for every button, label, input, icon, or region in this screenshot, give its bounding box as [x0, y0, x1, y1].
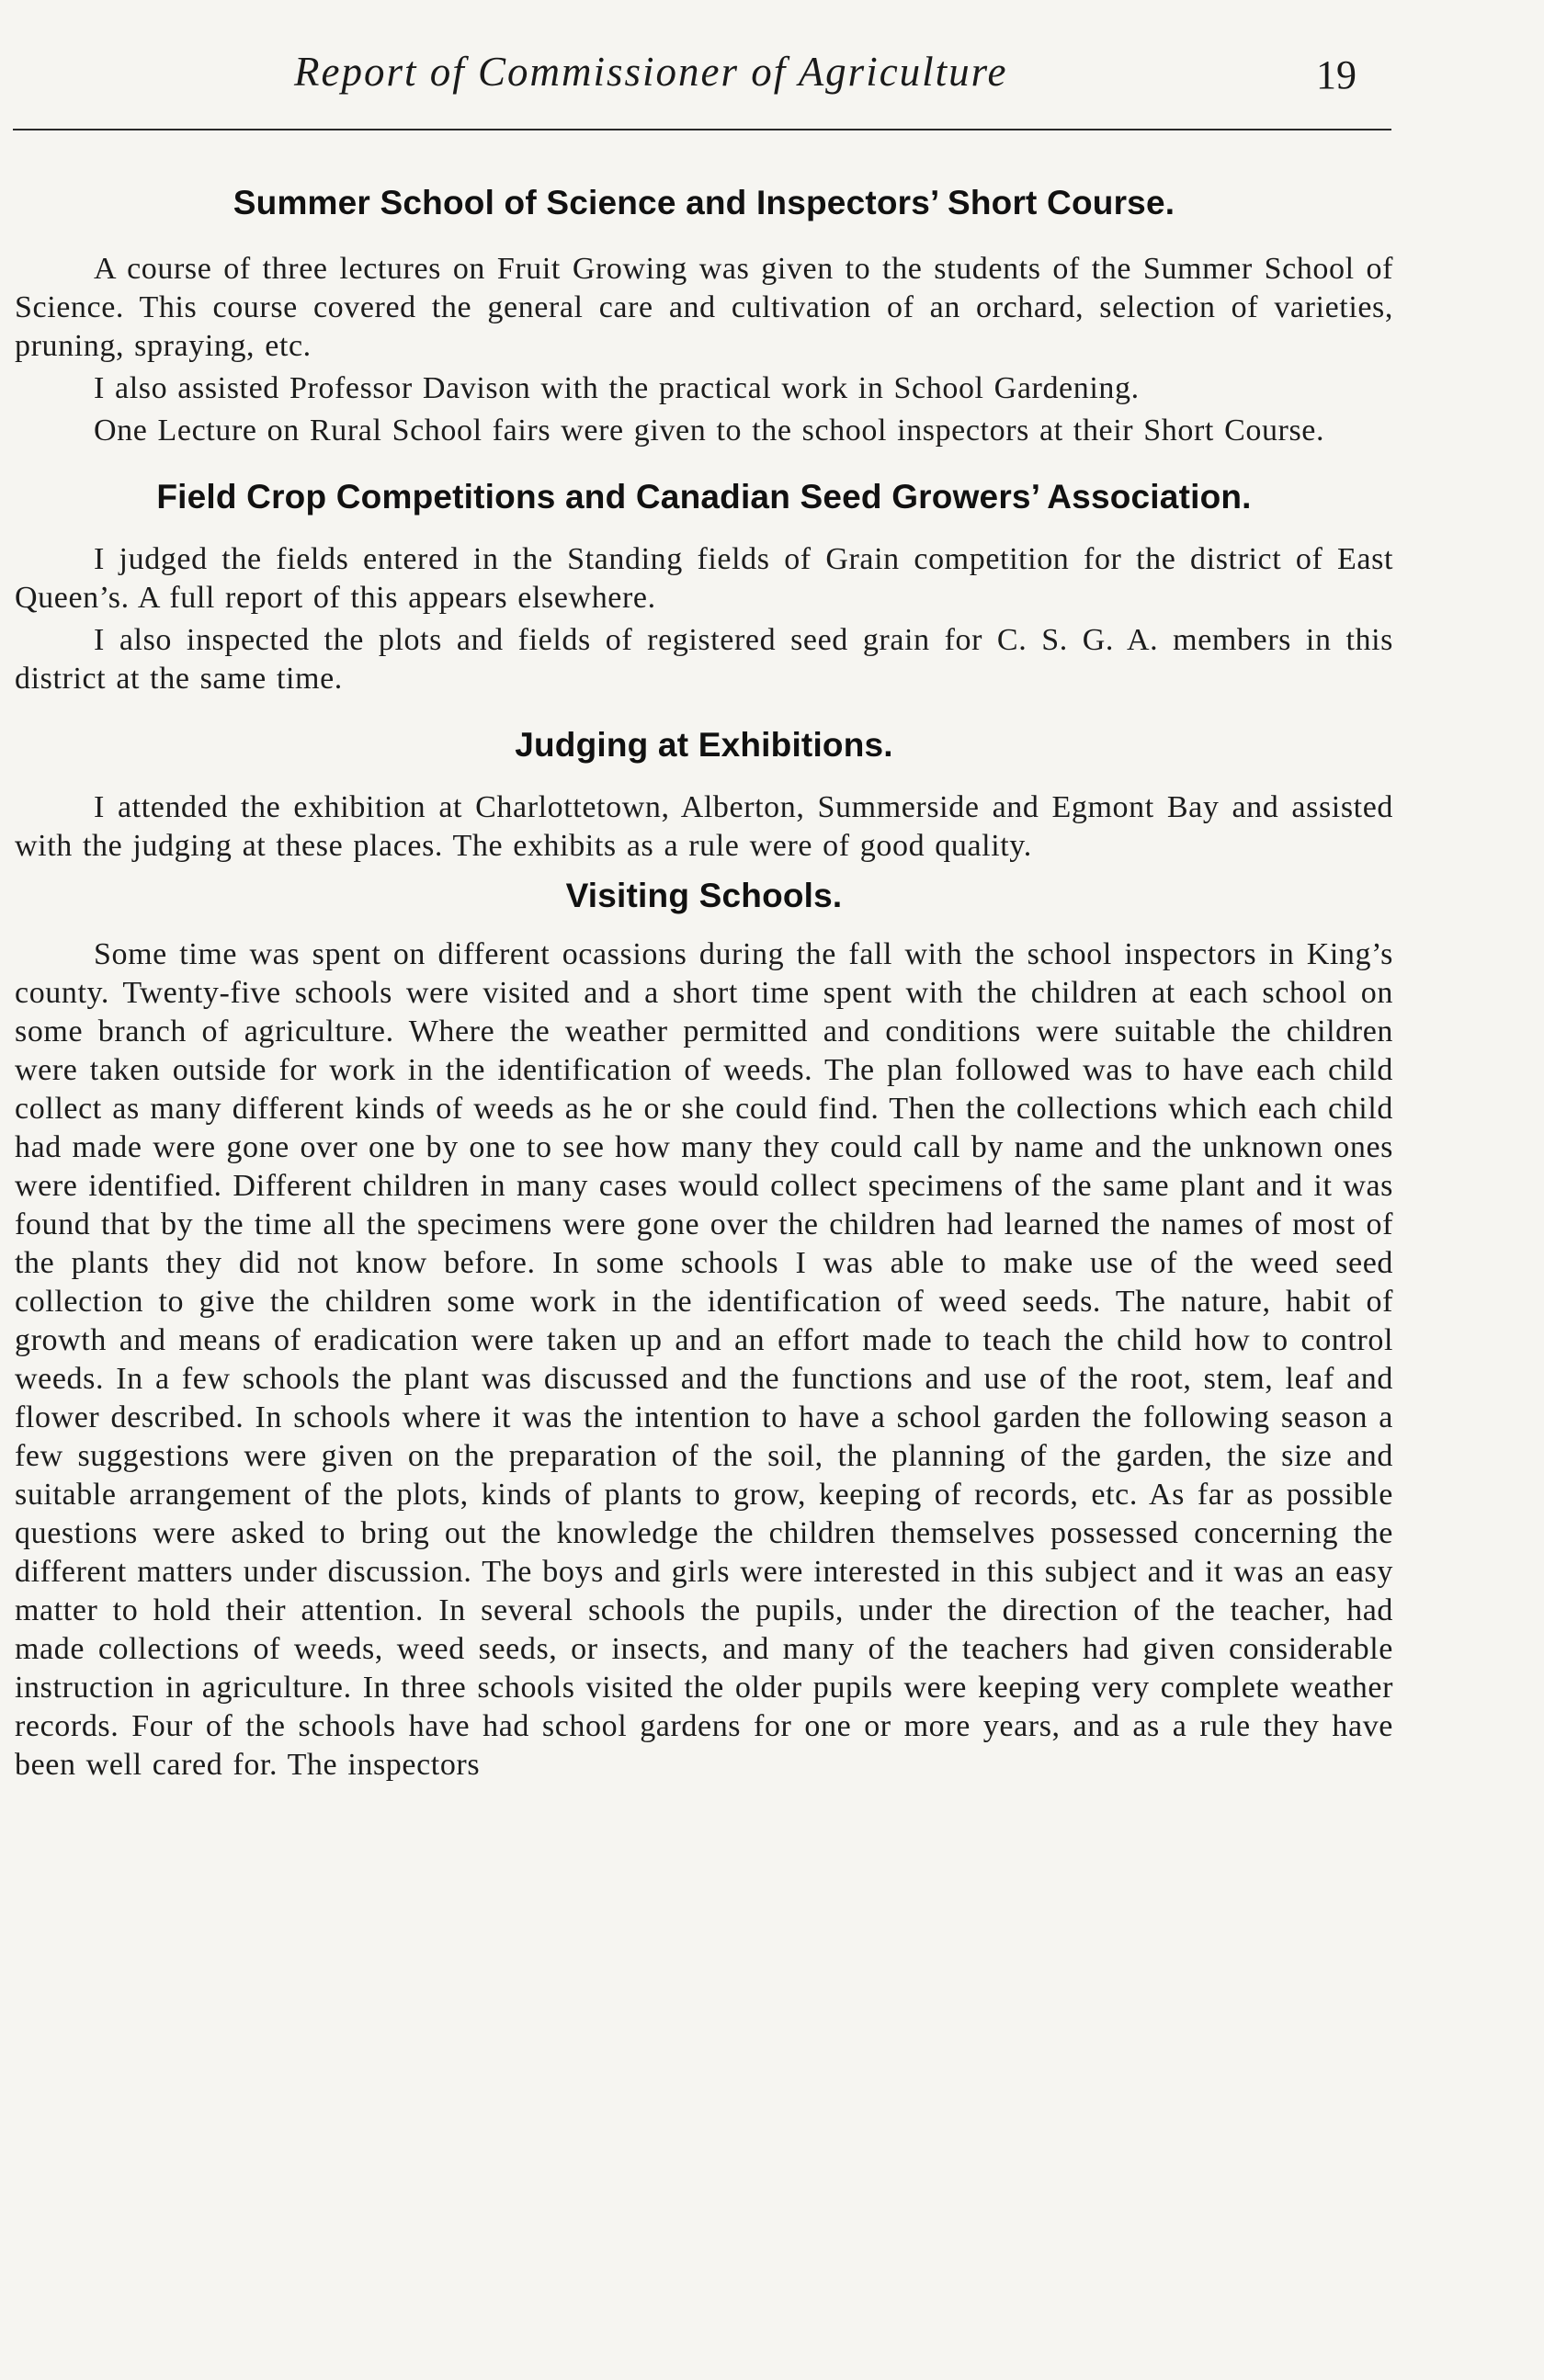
section-visiting-schools [15, 877, 1393, 1785]
header-rule [13, 129, 1391, 130]
page-body [15, 173, 1393, 1785]
section-heading: Field Crop Competitions and Canadian Seed Growers’ Association. [156, 478, 1252, 516]
running-title: Report of Commissioner of Agriculture [294, 49, 1008, 95]
section-heading: Visiting Schools. [565, 877, 843, 914]
paragraph: A course of three lectures on Fruit Growing was given to the students of the Summer School of Science. This course covered the general care and cultivation of an orchard, selection of varieties, pruning, spraying, etc. [15, 252, 1393, 363]
section-heading: Judging at Exhibitions. [515, 726, 893, 764]
section-summer-school [15, 184, 1393, 450]
section-judging-exhibitions [15, 726, 1393, 866]
paragraph: I attended the exhibition at Charlottetown, Alberton, Summerside and Egmont Bay and assisted with the judging at these places. The exhibits as a rule were of good quality. [15, 790, 1393, 863]
paragraph: One Lecture on Rural School fairs were given to the school inspectors at their Short Course. [94, 414, 1325, 448]
page-number: 19 [1316, 52, 1357, 97]
paragraph: Some time was spent on different ocassions during the fall with the school inspectors in King’s county. Twenty-five schools were visited and a short time spent with the children at each school on some branch of agriculture. Where the weather permitted and conditions were suitable the children were taken outside for work in the identification of weeds. The plan followed was to have each child collect as many different kinds of weeds as he or she could find. Then the collections which each child had made were gone over one by one to see how many they could call by name and the unknown ones were identified. Different children in many cases would collect specimens of the same plant and it was found that by the time all the specimens were gone over the children had learned the names of most of the plants they did not know before. In some schools I was able to make use of the weed seed collection to give the children some work in the identification of weed seeds. The nature, habit of growth and means of eradication were taken up and an effort made to teach the child how to control weeds. In a few schools the plant was discussed and the functions and use of the root, stem, leaf and flower described. In schools where it was the intention to have a school garden the following season a few suggestions were given on the preparation of the soil, the planning of the garden, the size and suitable arrangement of the plots, kinds of plants to grow, keeping of records, etc. As far as possible questions were asked to bring out the knowledge the children themselves possessed concerning the different matters under discussion. The boys and girls were interested in this subject and it was an easy matter to hold their attention. In several schools the pupils, under the direction of the teacher, had made collections of weeds, weed seeds, or insects, and many of the teachers had given considerable instruction in agriculture. In three schools visited the older pupils were keeping very complete weather records. Four of the schools have had school gardens for one or more years, and as a rule they have been well cared for. The inspectors [15, 937, 1393, 1782]
section-heading: Summer School of Science and Inspectors’ Short Course. [233, 184, 1175, 221]
section-field-crop-competitions [15, 478, 1393, 698]
paragraph: I also inspected the plots and fields of registered seed grain for C. S. G. A. members in this district at the same time. [15, 623, 1393, 696]
paragraph: I also assisted Professor Davison with the practical work in School Gardening. [94, 371, 1140, 405]
paragraph: I judged the fields entered in the Standing fields of Grain competition for the district of East Queen’s. A full report of this appears elsewhere. [15, 542, 1393, 615]
